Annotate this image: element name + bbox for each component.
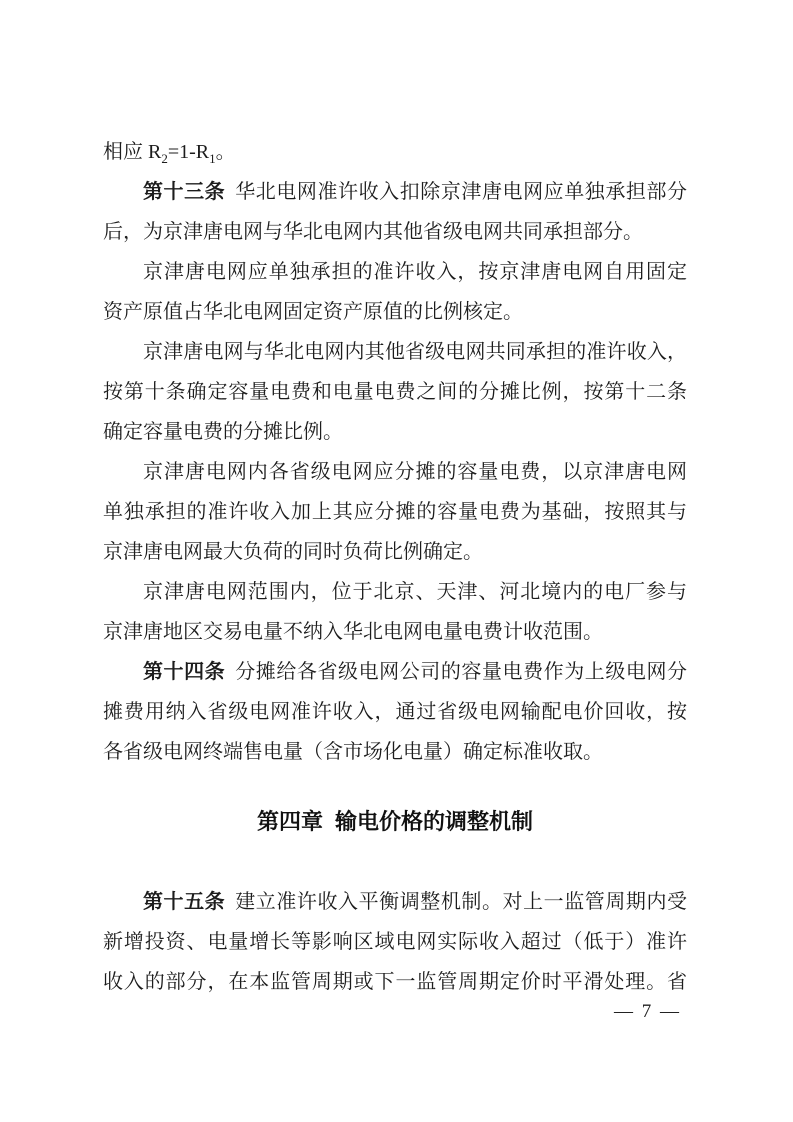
article-14-first-line (103, 652, 687, 692)
article-13-first-line (103, 172, 687, 212)
body-line: 京津唐电网应单独承担的准许收入，按京津唐电网自用固定 (143, 261, 687, 283)
chapter-heading (103, 802, 687, 842)
body-line: 按第十条确定容量电费和电量电费之间的分摊比例，按第十二条 (103, 381, 687, 403)
document-body (103, 132, 687, 1002)
article-15-label: 第十五条 (143, 891, 226, 913)
body-line: 资产原值占华北电网固定资产原值的比例核定。 (103, 301, 523, 323)
article-13-label: 第十三条 (143, 181, 226, 203)
formula-subscript: 2 (161, 151, 168, 166)
formula-subscript: 1 (209, 151, 216, 166)
article-14-label: 第十四条 (143, 661, 226, 683)
formula-end: 。 (215, 141, 236, 163)
body-line: 京津唐电网内各省级电网应分摊的容量电费，以京津唐电网 (143, 461, 687, 483)
chapter-number: 第四章 (256, 809, 323, 834)
body-line: 各省级电网终端售电量（含市场化电量）确定标准收取。 (103, 741, 603, 763)
article-15-first-line (103, 882, 687, 922)
body-line: 后，为京津唐电网与华北电网内其他省级电网共同承担部分。 (103, 221, 643, 243)
body-line: 摊费用纳入省级电网准许收入，通过省级电网输配电价回收，按 (103, 701, 687, 723)
body-text: 华北电网准许收入扣除京津唐电网应单独承担部分 (235, 181, 688, 203)
body-text: 建立准许收入平衡调整机制。对上一监管周期内受 (235, 891, 688, 913)
formula-mid: =1-R (167, 141, 210, 163)
formula-line (103, 132, 687, 172)
body-text: 分摊给各省级电网公司的容量电费作为上级电网分 (235, 661, 688, 683)
body-line: 确定容量电费的分摊比例。 (103, 421, 343, 443)
chapter-title: 输电价格的调整机制 (335, 809, 534, 834)
page-number: — 7 — (614, 1001, 681, 1022)
body-line: 京津唐电网范围内，位于北京、天津、河北境内的电厂参与 (143, 581, 687, 603)
body-line: 单独承担的准许收入加上其应分摊的容量电费为基础，按照其与 (103, 501, 687, 523)
body-line: 京津唐地区交易电量不纳入华北电网电量电费计收范围。 (103, 621, 603, 643)
body-line: 京津唐电网最大负荷的同时负荷比例确定。 (103, 541, 483, 563)
body-line: 京津唐电网与华北电网内其他省级电网共同承担的准许收入， (143, 341, 687, 363)
formula-prefix: 相应 R (103, 141, 162, 163)
body-line: 收入的部分，在本监管周期或下一监管周期定价时平滑处理。省 (103, 971, 687, 993)
body-line: 新增投资、电量增长等影响区域电网实际收入超过（低于）准许 (103, 931, 687, 953)
